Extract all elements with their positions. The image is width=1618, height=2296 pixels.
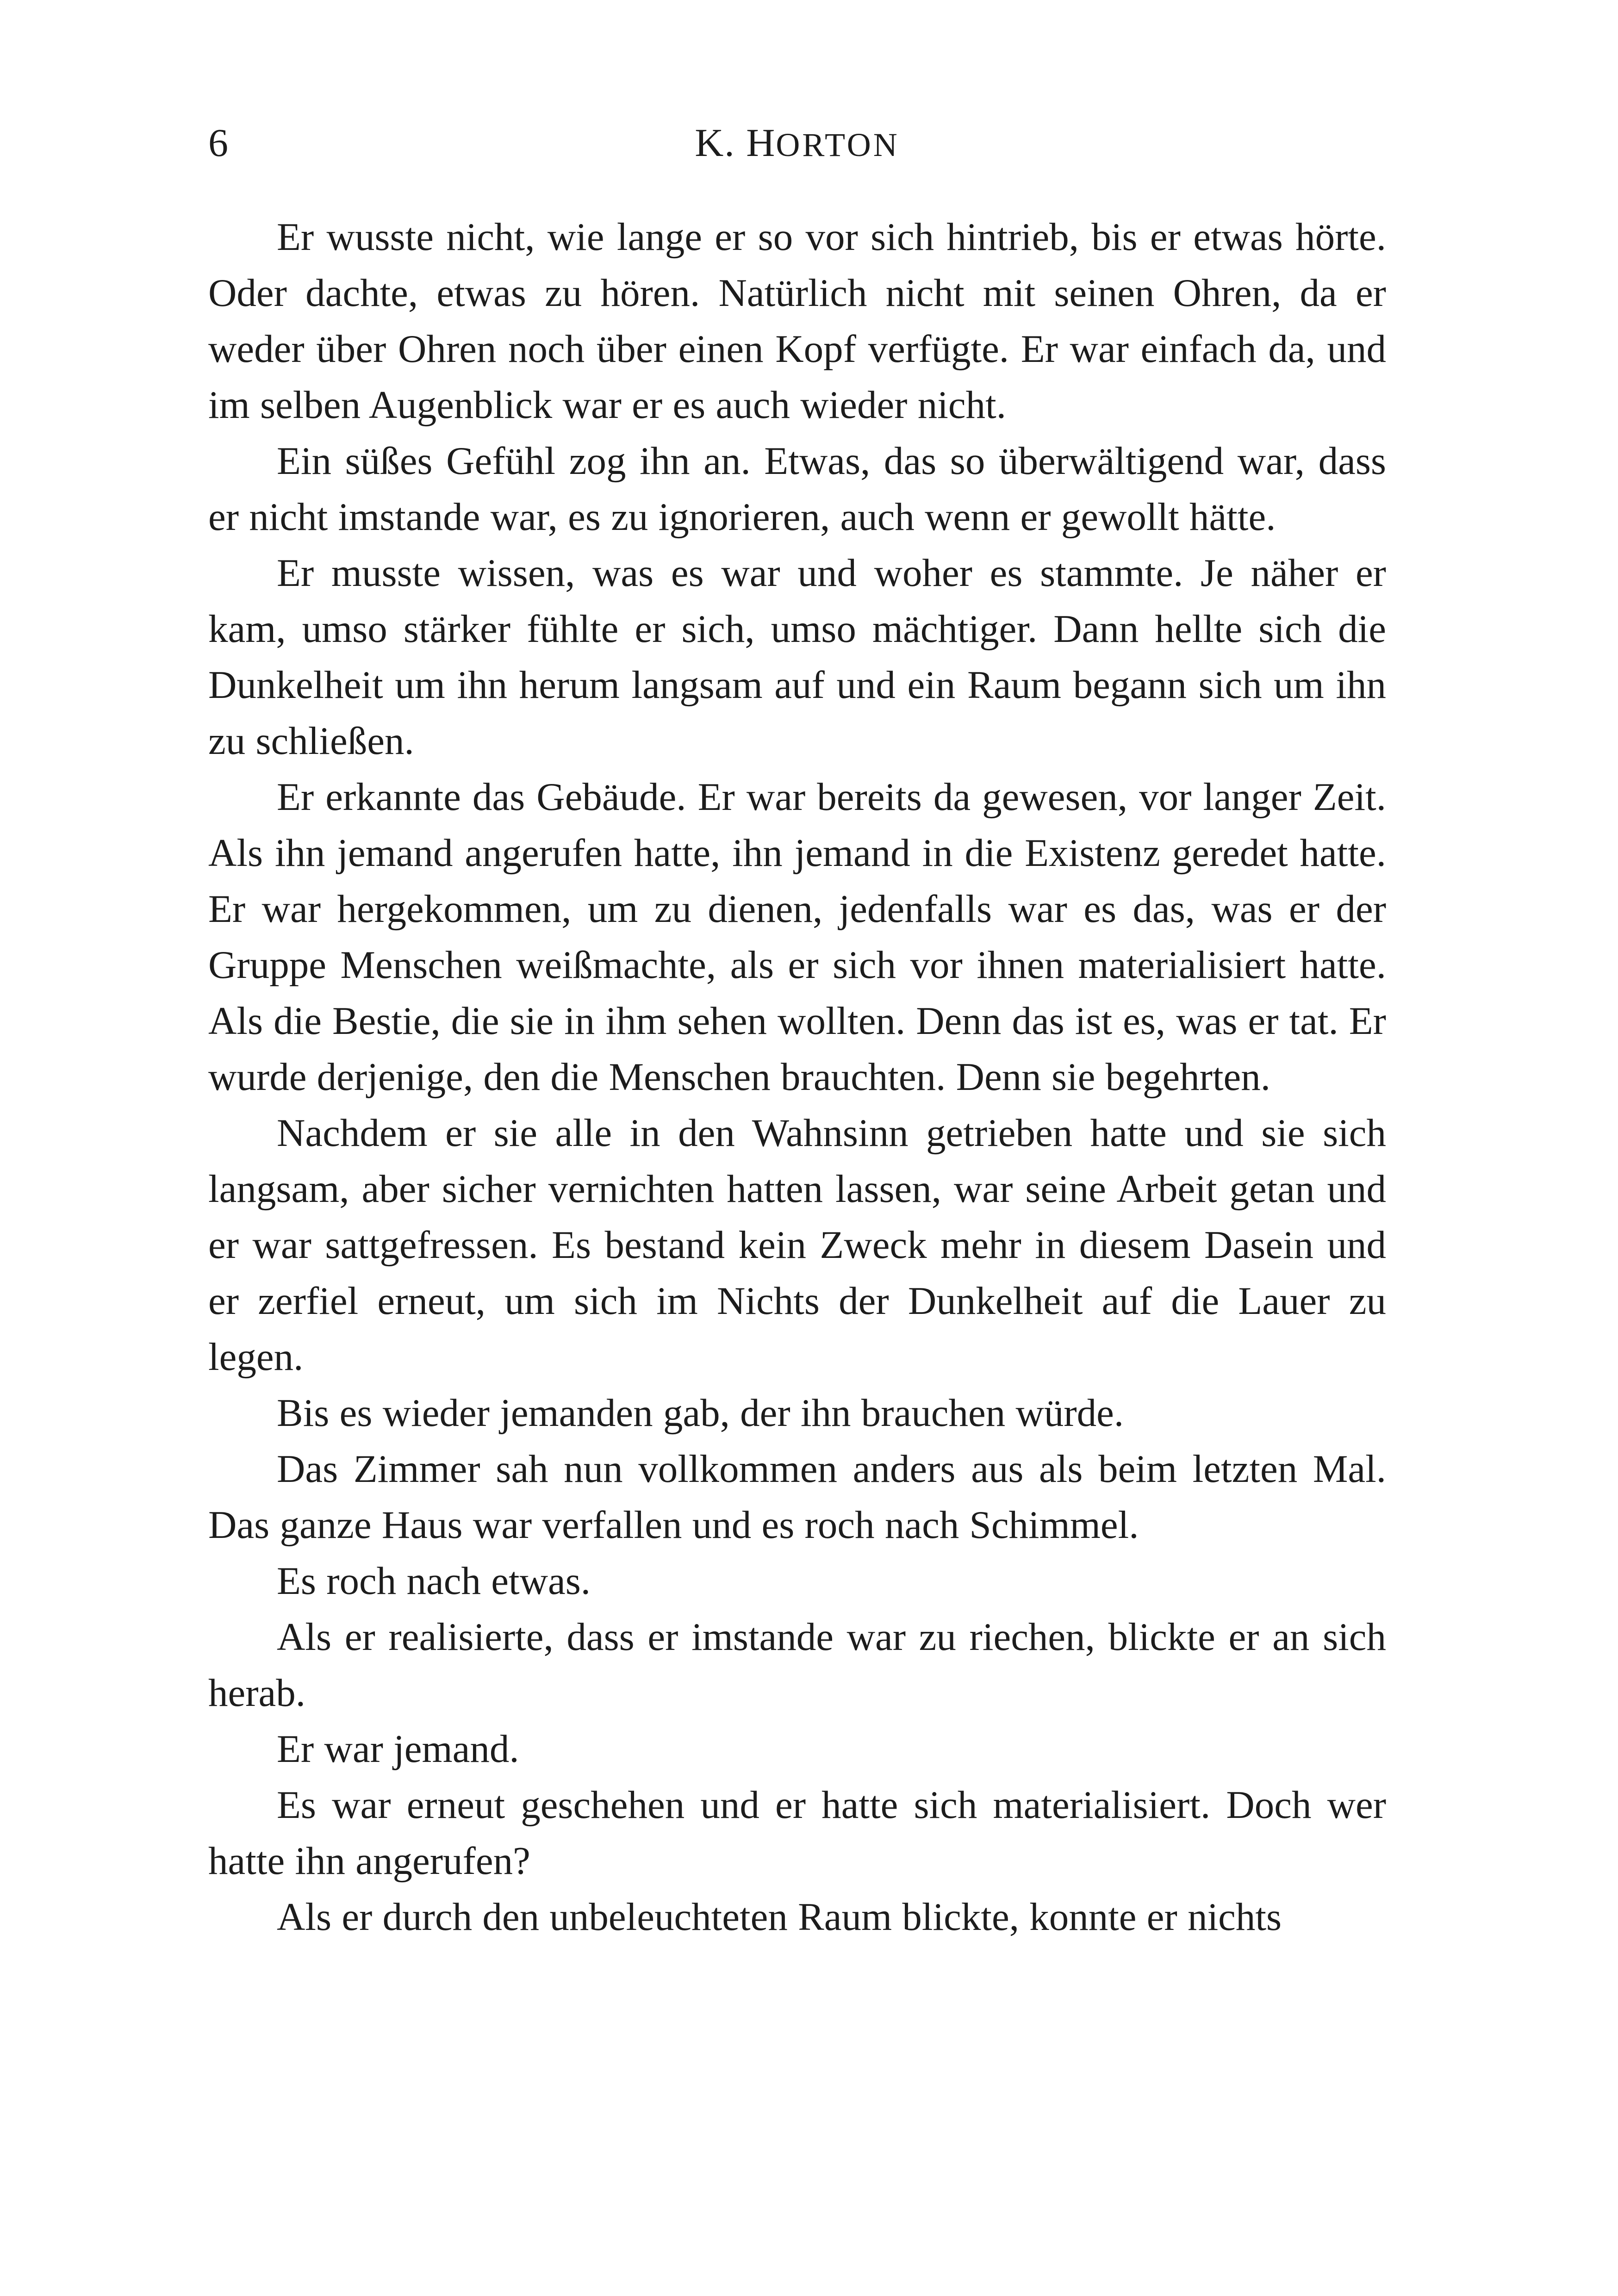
- running-head: [208, 115, 1386, 170]
- paragraph: Als er durch den unbeleuchteten Raum blickte, konnte er nichts: [277, 1895, 1282, 1939]
- paragraph: Das Zimmer sah nun vollkommen anders aus als beim letzten Mal. Das ganze Haus war verfallen und es roch nach Schimmel.: [208, 1447, 1386, 1547]
- author-name: [208, 115, 1386, 173]
- paragraph: Er erkannte das Gebäude. Er war bereits da gewesen, vor langer Zeit. Als ihn jemand angerufen hatte, ihn jemand in die Existenz geredet hatte. Er war hergekommen, um zu dienen, jedenfalls war es das, was er der Gruppe Menschen weißmachte, als er sich vor ihnen materialisiert hatte. Als die Bestie, die sie in ihm sehen wollten. Denn das ist es, was er tat. Er wurde derjenige, den die Menschen brauchten. Denn sie begehrten.: [208, 775, 1386, 1099]
- paragraph: Es roch nach etwas.: [277, 1559, 591, 1603]
- paragraph: Er musste wissen, was es war und woher es stammte. Je näher er kam, umso stärker fühlte er sich, umso mächtiger. Dann hellte sich die Dunkelheit um ihn herum langsam auf und ein Raum begann sich um ihn zu schließen.: [208, 551, 1386, 763]
- paragraph: Er wusste nicht, wie lange er so vor sich hintrieb, bis er etwas hörte. Oder dachte, etwas zu hören. Natürlich nicht mit seinen Ohren, da er weder über Ohren noch über einen Kopf verfügte. Er war einfach da, und im selben Augenblick war er es auch wieder nicht.: [208, 215, 1386, 427]
- body-text: [208, 209, 1386, 1945]
- paragraph: Ein süßes Gefühl zog ihn an. Etwas, das so überwältigend war, dass er nicht imstande war, es zu ignorieren, auch wenn er gewollt hätte.: [208, 439, 1386, 539]
- paragraph: Nachdem er sie alle in den Wahnsinn getrieben hatte und sie sich langsam, aber sicher vernichten hatten lassen, war seine Arbeit getan und er war sattgefressen. Es bestand kein Zweck mehr in diesem Dasein und er zerfiel erneut, um sich im Nichts der Dunkelheit auf die Lauer zu legen.: [208, 1111, 1386, 1379]
- author-name-smallcaps: ORTON: [776, 126, 900, 163]
- paragraph: Als er realisierte, dass er imstande war zu riechen, blickte er an sich herab.: [208, 1615, 1386, 1715]
- paragraph: Es war erneut geschehen und er hatte sich materialisiert. Doch wer hatte ihn angerufen?: [208, 1783, 1386, 1883]
- page-number: 6: [208, 120, 228, 165]
- author-initial: K. H: [695, 120, 776, 165]
- paragraph: Bis es wieder jemanden gab, der ihn brauchen würde.: [277, 1391, 1124, 1435]
- paragraph: Er war jemand.: [277, 1727, 519, 1771]
